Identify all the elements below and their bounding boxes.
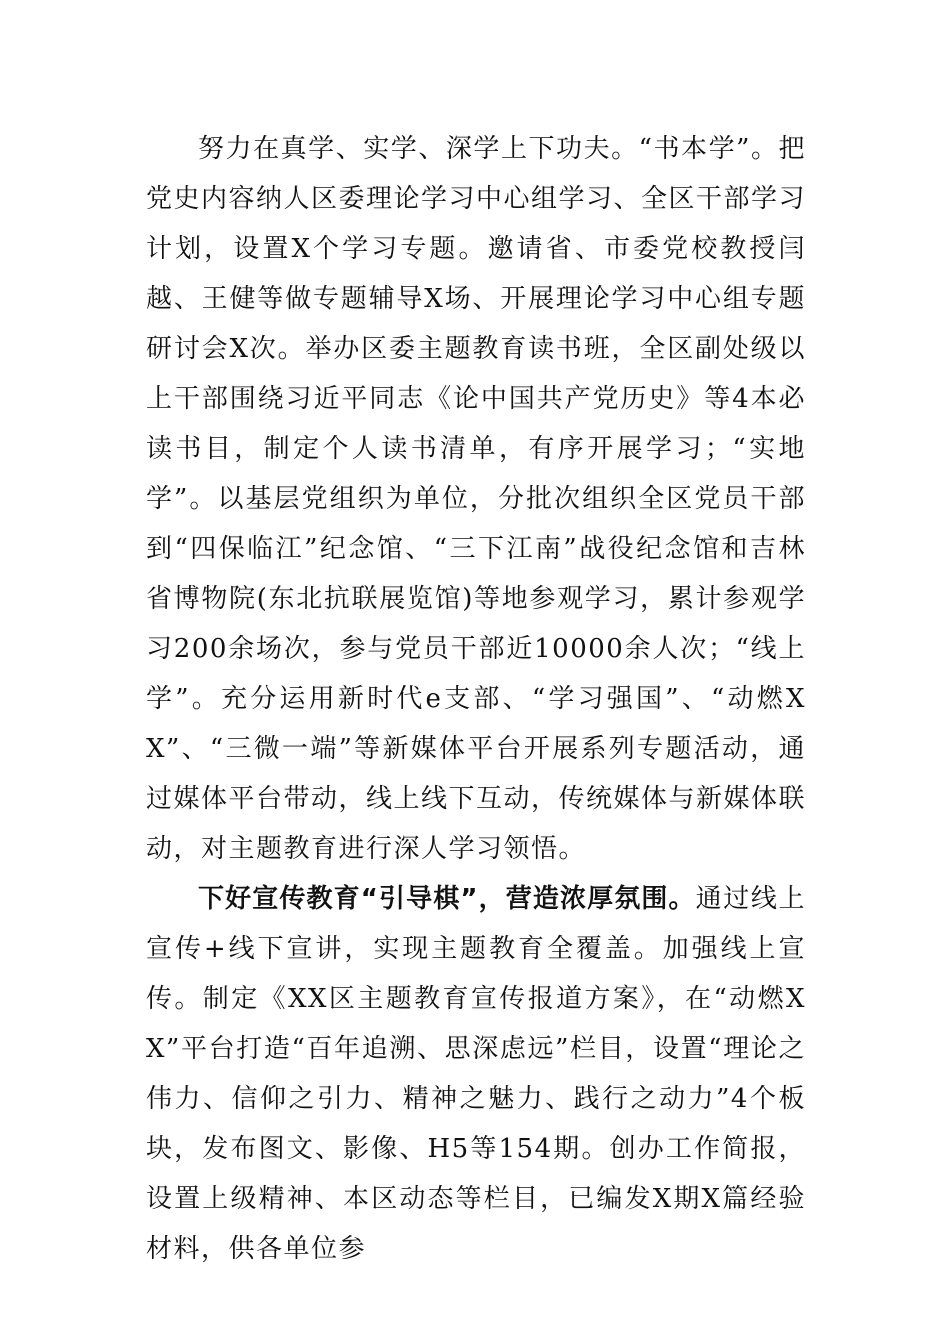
paragraph-study-text: 努力在真学、实学、深学上下功夫。“书本学”。把党史内容纳人区委理论学习中心组学习、全区干部学习计划，设置X个学习专题。邀请省、市委党校教授闫越、王健等做专题辅导X场、开展理论学习中心组专题研讨会X次。举办区委主题教育读书班，全区副处级以上干部围绕习近平同志《论中国共产党历史》等4本必读书目，制定个人读书清单，有序开展学习；“实地学”。以基层党组织为单位，分批次组织全区党员干部到“四保临江”纪念馆、“三下江南”战役纪念馆和吉林省博物院(东北抗联展览馆)等地参观学习，累计参观学习200余场次，参与党员干部近10000余人次；“线上学”。充分运用新时代e支部、“学习强国”、“动燃XX”、“三微一端”等新媒体平台开展系列专题活动，通过媒体平台带动，线上线下互动，传统媒体与新媒体联动，对主题教育进行深人学习领悟。 xyxy=(146,134,807,864)
paragraph-study xyxy=(146,124,806,874)
paragraph-publicity-text: 通过线上宣传+线下宣讲，实现主题教育全覆盖。加强线上宣传。制定《XX区主题教育宣传报道方案》，在“动燃XX”平台打造“百年追溯、思深虑远”栏目，设置“理论之伟力、信仰之引力、精神之魅力、践行之动力”4个板块，发布图文、影像、H5等154期。创办工作简报，设置上级精神、本区动态等栏目，已编发X期X篇经验材料，供各单位参 xyxy=(146,884,806,1264)
paragraph-publicity xyxy=(146,874,806,1274)
document-body xyxy=(146,124,806,1274)
paragraph-publicity-heading: 下好宣传教育“引导棋”，营造浓厚氛围。 xyxy=(198,884,696,914)
